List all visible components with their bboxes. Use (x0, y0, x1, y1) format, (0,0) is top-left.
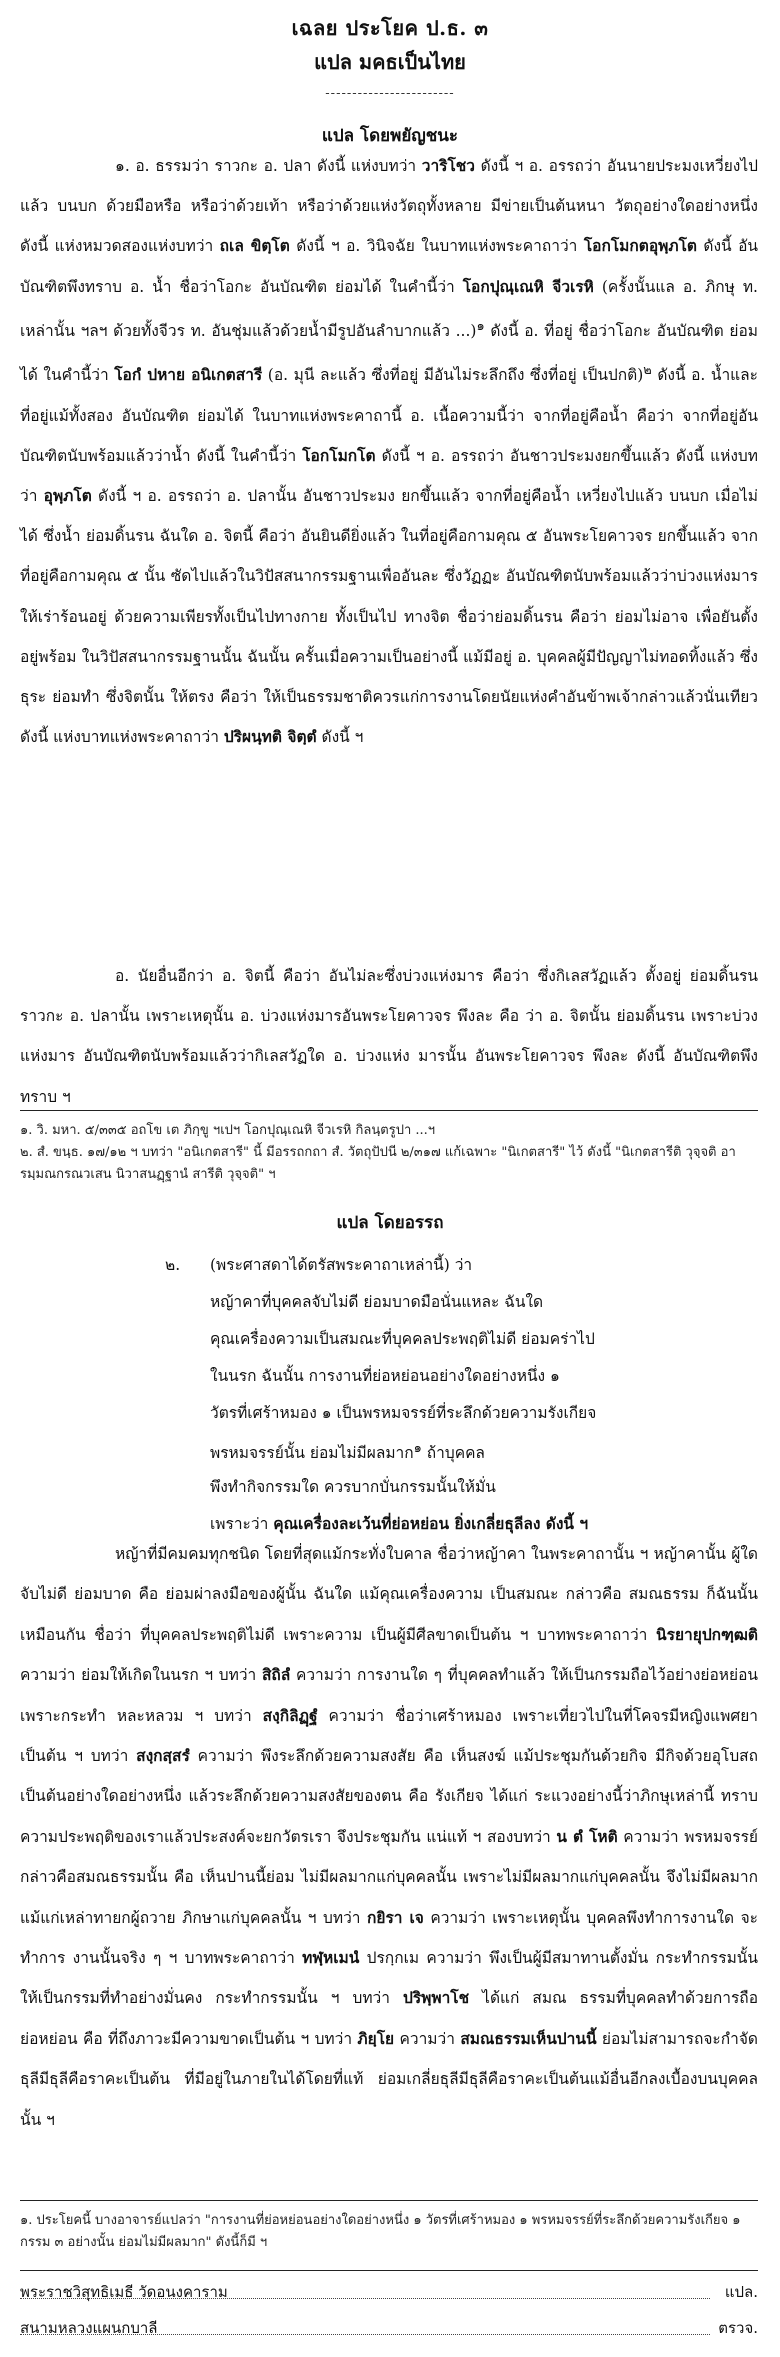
paragraph-2: อ. นัยอื่นอีกว่า อ. จิตนี้ คือว่า อันไม่ละซึ่งบ่วงแห่งมาร คือว่า ซึ่งกิเลสวัฏแล้ว ตั้งอยู่ ย่อมดิ้นรน ราวกะ อ. ปลานั้น เพราะเหตุนั้น อ. บ่วงแห่งมารอันพระโยคาวจร พึงละ คือ ว่า อ. จิตนั้น ย่อมดิ้นรน เพราะบ่วงแห่งมาร อันบัณฑิตนับพร้อมแล้วว่ากิเลสวัฏใด อ. บ่วงแห่ง มารนั้น อันพระโยคาวจร พึงละ ดังนี้ อันบัณฑิตพึงทราบ ฯ (20, 967, 758, 1106)
verse-number: ๒. (165, 1256, 181, 1274)
section-heading-literal: แปล โดยพยัญชนะ (321, 126, 459, 146)
signature-role: แปล. (724, 2283, 758, 2301)
verse-line: (พระศาสดาได้ตรัสพระคาถาเหล่านี้) ว่า (210, 1256, 473, 1274)
signature-dotted-line (20, 2298, 710, 2299)
verse-line: พรหมจรรย์นั้น ย่อมไม่มีผลมาก$^๑$ ถ้าบุคคล (210, 1441, 485, 1463)
signature-divider (20, 2270, 758, 2271)
signature-translator (20, 2280, 758, 2306)
title-divider: ------------------------ (325, 86, 455, 101)
verse-line: เพราะว่า คุณเครื่องละเว้นที่ย่อหย่อน ยิ่งเกลี่ยธุลีลง ดังนี้ ฯ (210, 1514, 589, 1533)
signature-dotted-line (20, 2334, 710, 2335)
footnote-1: ๑. วิ. มหา. ๕/๓๓๕ อถโข เต ภิกฺขู ฯเปฯ โอกปุณฺเณหิ จีวเรหิ กิลนฺตรูปา ...ฯ (20, 1123, 436, 1138)
paragraph-1: ๑. อ. ธรรมว่า ราวกะ อ. ปลา ดังนี้ แห่งบทว่า วาริโชว ดังนี้ ฯ อ. อรรถว่า อันนายประมงเหวี่ยงไปแล้ว บนบก ด้วยมือหรือ หรือว่าด้วยเท้า หรือว่าด้วยแห่งวัตถุทั้งหลาย มีข่ายเป็นต้นหนา วัตถุอย่างใดอย่างหนึ่ง ดังนี้ แห่งหมวดสองแห่งบทว่า ถเล ขิตฺโต ดังนี้ ฯ อ. วินิจฉัย ในบาทแห่งพระคาถาว่า โอกโมกตอุพฺภโต ดังนี้ อันบัณฑิตพึงทราบ อ. น้ำ ชื่อว่าโอกะ อันบัณฑิต ย่อมได้ ในคำนี้ว่า โอกปุณฺเณหิ จีวเรหิ (ครั้งนั้นแล อ. ภิกษุ ท. เหล่านั้น ฯลฯ ด้วยทั้งจีวร ท. อันชุ่มแล้วด้วยน้ำมีรูปอันลำบากแล้ว ...)$^๑$ ดังนี้ อ. ที่อยู่ ชื่อว่าโอกะ อันบัณฑิต ย่อมได้ ในคำนี้ว่า โอกํ ปหาย อนิเกตสารี (อ. มุนี ละแล้ว ซึ่งที่อยู่ มีอันไม่ระลึกถึง ซึ่งที่อยู่ เป็นปกติ)$^๒$ ดังนี้ อ. น้ำและที่อยู่แม้ทั้งสอง อันบัณฑิต ย่อมได้ ในบาทแห่งพระคาถานี้ อ. เนื้อความนี้ว่า จากที่อยู่คือน้ำ คือว่า จากที่อยู่อันบัณฑิตนับพร้อมแล้วว่าน้ำ ดังนี้ ในคำนี้ว่า โอกโมกโต ดังนี้ ฯ อ. อรรถว่า อันชาวประมงยกขึ้นแล้ว ดังนี้ แห่งบทว่า อุพฺภโต ดังนี้ ฯ อ. อรรถว่า อ. ปลานั้น อันชาวประมง ยกขึ้นแล้ว จากที่อยู่คือน้ำ เหวี่ยงไปแล้ว บนบก เมื่อไม่ได้ ซึ่งน้ำ ย่อมดิ้นรน ฉันใด อ. จิตนี้ คือว่า อันยินดียิ่งแล้ว ในที่อยู่คือกามคุณ ๕ อันพระโยคาวจร ยกขึ้นแล้ว จากที่อยู่คือกามคุณ ๕ นั้น ซัดไปแล้วในวิปัสสนากรรมฐานเพื่ออันละ ซึ่งวัฏฏะ อันบัณฑิตนับพร้อมแล้วว่าบ่วงแห่งมาร ให้เร่าร้อนอยู่ ด้วยความเพียรทั้งเป็นไปทางกาย ทั้งเป็นไป ทางจิต ชื่อว่าย่อมดิ้นรน คือว่า ย่อมไม่อาจ เพื่อยันตั้งอยู่พร้อม ในวิปัสสนากรรมฐานนั้น ฉันนั้น ครั้นเมื่อความเป็นอย่างนี้ แม้มีอยู่ อ. บุคคลผู้มีปัญญาไม่ทอดทิ้งแล้ว ซึ่งธุระ ย่อมทำ ซึ่งจิตนั้น ให้ตรง คือว่า ให้เป็นธรรมชาติควรแก่การงานโดยนัยแห่งคำอันข้าพเจ้ากล่าวแล้วนั่นเทียว ดังนี้ แห่งบาทแห่งพระคาถาว่า ปริผนฺทติ จิตฺตํ ดังนี้ ฯ (20, 156, 759, 747)
signature-role: ตรวจ. (718, 2319, 758, 2337)
page-subtitle: แปล มคธเป็นไทย (314, 50, 466, 74)
signature-name: พระราชวิสุทธิเมธี วัดอนงคาราม (20, 2283, 228, 2301)
verse-line: วัตรที่เศร้าหมอง ๑ เป็นพรหมจรรย์ที่ระลึกด้วยความรังเกียจ (210, 1404, 597, 1422)
verse-line: คุณเครื่องความเป็นสมณะที่บุคคลประพฤติไม่ดี ย่อมคร่าไป (210, 1330, 595, 1348)
footnote-divider-1 (20, 1110, 758, 1111)
signature-examiner (20, 2316, 758, 2342)
page-title: เฉลย ประโยค ป.ธ. ๓ (291, 16, 489, 40)
footnote-2: ๒. สํ. ขนฺธ. ๑๗/๑๒ ฯ บทว่า "อนิเกตสารี" นี้ มีอรรถกถา สํ. วัตถุปัปนี ๒/๓๑๗ แก้เฉพาะ "นิเกตสารี" ไว้ ดังนี้ "นิเกตสารีติ วุจฺจติ อารมฺมณกรณวเสน นิวาสนฏฺฐานํ สารีติ วุจฺจติ" ฯ (20, 1145, 736, 1182)
paragraph-3: หญ้าที่มีคมคมทุกชนิด โดยที่สุดแม้กระทั่งใบคาล ชื่อว่าหญ้าคา ในพระคาถานั้น ฯ หญ้าคานั้น ผู้ใดจับไม่ดี ย่อมบาด คือ ย่อมผ่าลงมือของผู้นั้น ฉันใด แม้คุณเครื่องความ เป็นสมณะ กล่าวคือ สมณธรรม ก็ฉันนั้นเหมือนกัน ชื่อว่า ที่บุคคลประพฤติไม่ดี เพราะความ เป็นผู้มีศีลขาดเป็นต้น ฯ บาทพระคาถาว่า นิรยายุปกฑฺฒติ ความว่า ย่อมให้เกิดในนรก ฯ บทว่า สิถิลํ ความว่า การงานใด ๆ ที่บุคคลทำแล้ว ให้เป็นกรรมถือไว้อย่างย่อหย่อนเพราะกระทำ หละหลวม ฯ บทว่า สงฺกิลิฏฺฐํ ความว่า ชื่อว่าเศร้าหมอง เพราะเที่ยวไปในที่โคจรมีหญิงแพศยา เป็นต้น ฯ บทว่า สงฺกสฺสรํ ความว่า พึงระลึกด้วยความสงสัย คือ เห็นสงฆ์ แม้ประชุมกันด้วยกิจ มีกิจด้วยอุโบสถเป็นต้นอย่างใดอย่างหนึ่ง แล้วระลึกด้วยความสงสัยของตน คือ รังเกียจ ได้แก่ ระแวงอย่างนี้ว่าภิกษุเหล่านี้ ทราบความประพฤติของเราแล้วประสงค์จะยกวัตรเรา จึงประชุมกัน แน่แท้ ฯ สองบทว่า น ตํ โหติ ความว่า พรหมจรรย์ กล่าวคือสมณธรรมนั้น คือ เห็นปานนี้ย่อม ไม่มีผลมากแก่บุคคลนั้น เพราะไม่มีผลมากแก่บุคคลนั้น จึงไม่มีผลมากแม้แก่เหล่าทายกผู้ถวาย ภิกษาแก่บุคคลนั้น ฯ บทว่า กยิรา เจ ความว่า เพราะเหตุนั้น บุคคลพึงทำการงานใด จะทำการ งานนั้นจริง ๆ ฯ บาทพระคาถาว่า ทฬฺหเมนํ ปรกฺกเม ความว่า พึงเป็นผู้มีสมาทานตั้งมั่น กระทำกรรมนั้น ให้เป็นกรรมที่ทำอย่างมั่นคง กระทำกรรมนั้น ฯ บทว่า ปริพฺพาโช ได้แก่ สมณ ธรรมที่บุคคลทำด้วยการถือย่อหย่อน คือ ที่ถึงภาวะมีความขาดเป็นต้น ฯ บทว่า ภิยฺโย ความว่า สมณธรรมเห็นปานนี้ ย่อมไม่สามารถจะกำจัดธุลีมีธุลีคือราคะเป็นต้น ที่มีอยู่ในภายในได้โดยที่แท้ ย่อมเกลี่ยธุลีมีธุลีคือราคะเป็นต้นแม้อื่นอีกลงเบื้องบนบุคคลนั้น ฯ (20, 1545, 759, 2129)
verse-line: ในนรก ฉันนั้น การงานที่ย่อหย่อนอย่างใดอย่างหนึ่ง ๑ (210, 1367, 560, 1385)
footnote-3: ๑. ประโยคนี้ บางอาจารย์แปลว่า "การงานที่ย่อหย่อนอย่างใดอย่างหนึ่ง ๑ วัตรที่เศร้าหมอง ๑ พรหมจรรย์ที่ระลึกด้วยความรังเกียจ ๑ กรรม ๓ อย่างนั้น ย่อมไม่มีผลมาก" ดังนี้ก็มี ฯ (20, 2213, 741, 2250)
verse-line: หญ้าคาที่บุคคลจับไม่ดี ย่อมบาดมือนั่นแหละ ฉันใด (210, 1293, 544, 1311)
footnote-divider-2 (20, 2200, 758, 2201)
section-heading-meaning: แปล โดยอรรถ (336, 1213, 444, 1233)
verse-line: พึงทำกิจกรรมใด ควรบากบั่นกรรมนั้นให้มั่น (210, 1478, 496, 1496)
signature-name: สนามหลวงแผนกบาลี (20, 2319, 158, 2337)
